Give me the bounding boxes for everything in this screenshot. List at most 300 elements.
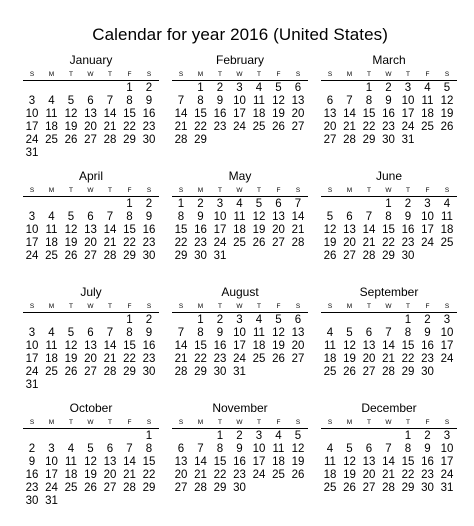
day-cell: 3 <box>443 314 451 326</box>
day-cell: 15 <box>194 108 207 120</box>
day-cell: 5 <box>346 443 353 455</box>
weekday-label: F <box>127 187 132 194</box>
weekday-header-row <box>172 69 308 81</box>
day-cell: 12 <box>440 95 454 107</box>
weekday-header-row <box>321 301 457 313</box>
weekday-label: T <box>108 419 112 426</box>
day-cell: 13 <box>343 224 356 236</box>
day-cell: 19 <box>323 237 337 249</box>
day-cell: 24 <box>421 237 434 249</box>
day-cell: 25 <box>323 366 337 378</box>
weekday-label: S <box>146 187 152 194</box>
day-cell: 9 <box>385 95 392 107</box>
day-cell: 4 <box>48 95 55 107</box>
day-cell: 9 <box>404 211 412 223</box>
day-cell: 10 <box>440 327 454 339</box>
day-cell: 29 <box>174 250 188 262</box>
day-cell: 28 <box>103 250 117 262</box>
weekday-label: T <box>406 187 410 194</box>
weekday-label: S <box>178 71 184 78</box>
day-cell: 11 <box>253 95 265 107</box>
weekday-label: S <box>146 71 152 78</box>
day-cell: 8 <box>197 327 204 339</box>
day-cell: 5 <box>275 314 282 326</box>
weekday-label: T <box>108 71 112 78</box>
day-cell: 11 <box>65 456 77 468</box>
day-cell: 23 <box>142 237 156 249</box>
weekday-label: F <box>425 419 430 426</box>
day-cell: 13 <box>272 211 285 223</box>
day-cell: 6 <box>346 211 353 223</box>
day-cell: 1 <box>126 314 133 326</box>
day-cell: 25 <box>252 121 266 133</box>
weekday-label: T <box>218 303 222 310</box>
day-cell: 13 <box>291 95 305 107</box>
day-cell: 10 <box>252 443 266 455</box>
day-cell: 11 <box>324 340 336 352</box>
day-cell: 19 <box>64 121 78 133</box>
day-cell: 3 <box>28 211 36 223</box>
day-cell: 15 <box>123 340 136 352</box>
day-cell: 18 <box>252 108 266 120</box>
day-cell: 16 <box>382 108 395 120</box>
weekday-label: W <box>385 419 392 426</box>
day-cell: 1 <box>404 314 412 326</box>
day-cell: 22 <box>213 469 227 481</box>
day-cell: 18 <box>323 469 337 481</box>
day-cell: 21 <box>382 469 395 481</box>
day-cell: 2 <box>145 82 153 94</box>
day-cell: 15 <box>362 108 376 120</box>
day-cell: 22 <box>382 237 395 249</box>
day-cell: 17 <box>25 237 39 249</box>
day-cell: 2 <box>424 430 431 442</box>
day-cell: 18 <box>323 353 337 365</box>
weekday-label: F <box>276 419 281 426</box>
day-cell: 26 <box>291 469 305 481</box>
day-cell: 17 <box>252 456 266 468</box>
weekday-label: S <box>178 187 184 194</box>
day-cell: 11 <box>272 443 285 455</box>
day-cell: 16 <box>401 224 415 236</box>
day-cell: 31 <box>440 482 454 494</box>
day-cell: 4 <box>67 443 75 455</box>
day-cell: 31 <box>25 147 39 159</box>
day-cell: 11 <box>45 224 58 236</box>
day-cell: 25 <box>45 134 58 146</box>
day-cell: 10 <box>233 95 246 107</box>
day-cell: 17 <box>401 108 415 120</box>
day-grid <box>321 430 457 495</box>
month-august <box>172 284 308 379</box>
day-cell: 25 <box>272 469 285 481</box>
day-grid <box>172 198 308 263</box>
day-cell: 23 <box>142 353 156 365</box>
day-cell: 18 <box>64 469 78 481</box>
weekday-label: T <box>108 303 112 310</box>
day-cell: 31 <box>233 366 246 378</box>
weekday-label: S <box>29 187 35 194</box>
day-cell: 17 <box>45 469 58 481</box>
day-cell: 1 <box>126 82 133 94</box>
day-grid <box>23 314 159 392</box>
month-name: October <box>69 401 113 415</box>
day-cell: 11 <box>441 211 453 223</box>
day-cell: 22 <box>123 237 136 249</box>
month-name: February <box>215 53 265 67</box>
day-cell: 6 <box>106 443 114 455</box>
weekday-label: M <box>197 187 204 194</box>
weekday-label: W <box>236 303 243 310</box>
day-cell: 20 <box>103 469 117 481</box>
day-cell: 28 <box>123 482 136 494</box>
day-cell: 18 <box>45 121 58 133</box>
day-cell: 10 <box>25 340 39 352</box>
weekday-label: S <box>444 419 450 426</box>
day-cell: 17 <box>440 340 454 352</box>
day-cell: 15 <box>401 340 415 352</box>
day-cell: 4 <box>443 198 451 210</box>
weekday-label: W <box>236 71 243 78</box>
day-cell: 27 <box>362 366 376 378</box>
weekday-label: F <box>127 71 132 78</box>
day-cell: 7 <box>346 95 353 107</box>
day-cell: 5 <box>87 443 94 455</box>
day-cell: 8 <box>126 327 133 339</box>
day-cell: 26 <box>64 250 78 262</box>
weekday-label: T <box>367 303 371 310</box>
day-cell: 5 <box>67 95 75 107</box>
month-may <box>172 168 308 263</box>
day-cell: 24 <box>440 469 454 481</box>
day-cell: 6 <box>294 82 302 94</box>
day-grid <box>321 82 457 147</box>
month-april <box>23 168 159 263</box>
weekday-label: T <box>406 419 410 426</box>
day-cell: 6 <box>326 95 334 107</box>
day-cell: 25 <box>440 237 454 249</box>
day-cell: 28 <box>194 482 207 494</box>
day-cell: 19 <box>440 108 454 120</box>
day-cell: 13 <box>103 456 117 468</box>
weekday-label: T <box>69 71 73 78</box>
day-cell: 6 <box>275 198 282 210</box>
day-cell: 24 <box>401 121 415 133</box>
day-cell: 14 <box>174 340 188 352</box>
weekday-label: S <box>444 187 450 194</box>
day-cell: 26 <box>323 250 337 262</box>
day-cell: 15 <box>123 108 136 120</box>
day-cell: 16 <box>142 340 156 352</box>
day-cell: 22 <box>362 121 376 133</box>
day-cell: 4 <box>326 443 334 455</box>
day-cell: 8 <box>126 95 133 107</box>
weekday-label: T <box>367 419 371 426</box>
day-cell: 8 <box>216 443 224 455</box>
day-cell: 28 <box>103 134 117 146</box>
day-cell: 22 <box>194 121 207 133</box>
day-cell: 8 <box>126 211 133 223</box>
day-cell: 13 <box>362 340 376 352</box>
day-cell: 24 <box>213 237 227 249</box>
day-cell: 29 <box>194 134 207 146</box>
day-cell: 27 <box>84 250 97 262</box>
day-cell: 19 <box>252 224 266 236</box>
day-cell: 11 <box>45 108 58 120</box>
day-cell: 29 <box>401 482 415 494</box>
weekday-label: S <box>29 419 35 426</box>
day-cell: 12 <box>343 340 356 352</box>
day-cell: 14 <box>103 224 117 236</box>
day-cell: 23 <box>142 121 156 133</box>
day-cell: 16 <box>194 224 207 236</box>
day-cell: 20 <box>291 108 305 120</box>
day-cell: 18 <box>421 108 434 120</box>
weekday-label: W <box>87 71 94 78</box>
day-cell: 2 <box>145 198 153 210</box>
day-cell: 25 <box>45 366 58 378</box>
day-cell: 23 <box>421 469 434 481</box>
day-cell: 28 <box>343 134 356 146</box>
day-cell: 28 <box>291 237 305 249</box>
day-cell: 21 <box>362 237 376 249</box>
day-cell: 22 <box>123 121 136 133</box>
day-grid <box>172 82 308 147</box>
day-cell: 3 <box>255 430 263 442</box>
day-cell: 29 <box>401 366 415 378</box>
month-name: December <box>361 401 417 415</box>
day-cell: 15 <box>213 456 227 468</box>
day-cell: 2 <box>216 82 224 94</box>
weekday-label: S <box>295 71 301 78</box>
day-cell: 2 <box>404 198 412 210</box>
day-cell: 25 <box>323 482 337 494</box>
day-cell: 14 <box>123 456 136 468</box>
day-cell: 7 <box>197 443 204 455</box>
day-cell: 10 <box>25 108 39 120</box>
day-cell: 12 <box>84 456 97 468</box>
day-cell: 20 <box>272 224 285 236</box>
weekday-label: W <box>87 187 94 194</box>
weekday-label: T <box>367 71 371 78</box>
month-september <box>321 284 457 379</box>
day-cell: 22 <box>401 353 415 365</box>
weekday-label: M <box>48 419 55 426</box>
day-cell: 25 <box>252 353 266 365</box>
day-cell: 5 <box>67 327 75 339</box>
day-cell: 1 <box>404 430 412 442</box>
day-cell: 9 <box>197 211 204 223</box>
day-cell: 8 <box>197 95 204 107</box>
day-cell: 9 <box>145 95 153 107</box>
day-cell: 16 <box>25 469 39 481</box>
day-cell: 9 <box>145 211 153 223</box>
weekday-label: T <box>218 187 222 194</box>
day-cell: 3 <box>236 82 243 94</box>
day-cell: 16 <box>233 456 246 468</box>
day-cell: 30 <box>25 495 39 507</box>
day-cell: 13 <box>84 108 97 120</box>
day-cell: 24 <box>233 121 246 133</box>
day-cell: 13 <box>84 340 97 352</box>
day-cell: 7 <box>177 327 185 339</box>
day-cell: 30 <box>421 482 434 494</box>
weekday-label: T <box>257 71 261 78</box>
weekday-label: W <box>385 303 392 310</box>
day-cell: 21 <box>291 224 305 236</box>
day-cell: 24 <box>233 353 246 365</box>
day-cell: 2 <box>197 198 204 210</box>
weekday-label: M <box>346 419 353 426</box>
day-cell: 21 <box>103 353 117 365</box>
day-cell: 29 <box>142 482 156 494</box>
weekday-label: W <box>385 71 392 78</box>
day-cell: 16 <box>142 108 156 120</box>
day-cell: 14 <box>343 108 356 120</box>
day-cell: 8 <box>385 211 392 223</box>
weekday-label: T <box>69 303 73 310</box>
day-cell: 10 <box>25 224 39 236</box>
day-cell: 3 <box>48 443 55 455</box>
day-cell: 24 <box>45 482 58 494</box>
month-name: August <box>221 285 259 299</box>
day-cell: 21 <box>343 121 356 133</box>
month-july <box>23 284 159 392</box>
day-cell: 7 <box>365 211 373 223</box>
weekday-label: T <box>406 303 410 310</box>
day-cell: 20 <box>84 121 97 133</box>
weekday-header-row <box>321 185 457 197</box>
day-cell: 1 <box>145 430 153 442</box>
day-cell: 26 <box>272 121 285 133</box>
day-cell: 29 <box>194 366 207 378</box>
day-cell: 26 <box>64 134 78 146</box>
day-cell: 21 <box>174 353 188 365</box>
day-cell: 19 <box>84 469 97 481</box>
month-november <box>172 400 308 495</box>
day-cell: 26 <box>272 353 285 365</box>
day-cell: 14 <box>382 340 395 352</box>
day-cell: 3 <box>443 430 451 442</box>
day-grid <box>321 314 457 379</box>
day-cell: 15 <box>194 340 207 352</box>
day-cell: 2 <box>28 443 36 455</box>
weekday-label: T <box>406 71 410 78</box>
day-cell: 15 <box>174 224 188 236</box>
weekday-label: S <box>29 71 35 78</box>
day-cell: 8 <box>177 211 185 223</box>
weekday-header-row <box>23 69 159 81</box>
day-cell: 10 <box>45 456 58 468</box>
month-name: April <box>78 169 103 183</box>
day-cell: 5 <box>443 82 451 94</box>
weekday-label: S <box>327 419 333 426</box>
weekday-label: S <box>146 303 152 310</box>
day-cell: 13 <box>84 224 97 236</box>
day-cell: 4 <box>236 198 243 210</box>
day-cell: 11 <box>421 95 434 107</box>
weekday-label: W <box>385 187 392 194</box>
day-cell: 2 <box>385 82 392 94</box>
day-cell: 9 <box>424 443 431 455</box>
day-cell: 17 <box>25 353 39 365</box>
weekday-label: S <box>178 303 184 310</box>
weekday-label: M <box>346 187 353 194</box>
day-cell: 20 <box>343 237 356 249</box>
weekday-header-row <box>172 417 308 429</box>
day-cell: 9 <box>424 327 431 339</box>
weekday-header-row <box>172 301 308 313</box>
day-cell: 13 <box>174 456 188 468</box>
day-cell: 30 <box>382 134 395 146</box>
day-cell: 14 <box>103 108 117 120</box>
weekday-label: T <box>69 187 73 194</box>
day-cell: 21 <box>103 237 117 249</box>
day-cell: 15 <box>123 224 136 236</box>
day-cell: 27 <box>291 353 305 365</box>
month-name: November <box>212 401 268 415</box>
month-name: September <box>359 285 419 299</box>
day-cell: 8 <box>404 443 412 455</box>
day-cell: 25 <box>64 482 78 494</box>
day-grid <box>23 82 159 160</box>
day-cell: 28 <box>362 250 376 262</box>
day-cell: 2 <box>424 314 431 326</box>
day-cell: 23 <box>213 353 227 365</box>
day-cell: 13 <box>323 108 337 120</box>
day-cell: 21 <box>174 121 188 133</box>
weekday-label: T <box>257 187 261 194</box>
day-cell: 19 <box>343 353 356 365</box>
day-cell: 23 <box>382 121 395 133</box>
day-cell: 20 <box>174 469 188 481</box>
weekday-label: T <box>367 187 371 194</box>
weekday-label: F <box>276 303 281 310</box>
day-cell: 4 <box>424 82 431 94</box>
day-cell: 3 <box>404 82 412 94</box>
day-grid <box>172 314 308 379</box>
day-cell: 27 <box>84 134 97 146</box>
day-cell: 5 <box>294 430 302 442</box>
day-cell: 27 <box>362 482 376 494</box>
weekday-label: S <box>295 303 301 310</box>
day-cell: 11 <box>45 340 58 352</box>
weekday-label: F <box>127 419 132 426</box>
weekday-label: M <box>48 71 55 78</box>
weekday-label: S <box>444 303 450 310</box>
day-cell: 10 <box>401 95 415 107</box>
day-cell: 23 <box>233 469 246 481</box>
day-cell: 12 <box>343 456 356 468</box>
day-cell: 28 <box>382 482 395 494</box>
day-cell: 1 <box>126 198 133 210</box>
day-cell: 16 <box>421 456 434 468</box>
weekday-label: T <box>108 187 112 194</box>
day-cell: 7 <box>385 327 392 339</box>
weekday-label: F <box>425 187 430 194</box>
day-cell: 12 <box>64 340 78 352</box>
day-cell: 8 <box>404 327 412 339</box>
day-cell: 21 <box>103 121 117 133</box>
day-cell: 29 <box>382 250 395 262</box>
weekday-label: F <box>425 71 430 78</box>
day-cell: 30 <box>401 250 415 262</box>
weekday-label: T <box>218 71 222 78</box>
day-cell: 27 <box>84 366 97 378</box>
day-cell: 9 <box>145 327 153 339</box>
day-cell: 14 <box>291 211 305 223</box>
day-cell: 9 <box>236 443 243 455</box>
